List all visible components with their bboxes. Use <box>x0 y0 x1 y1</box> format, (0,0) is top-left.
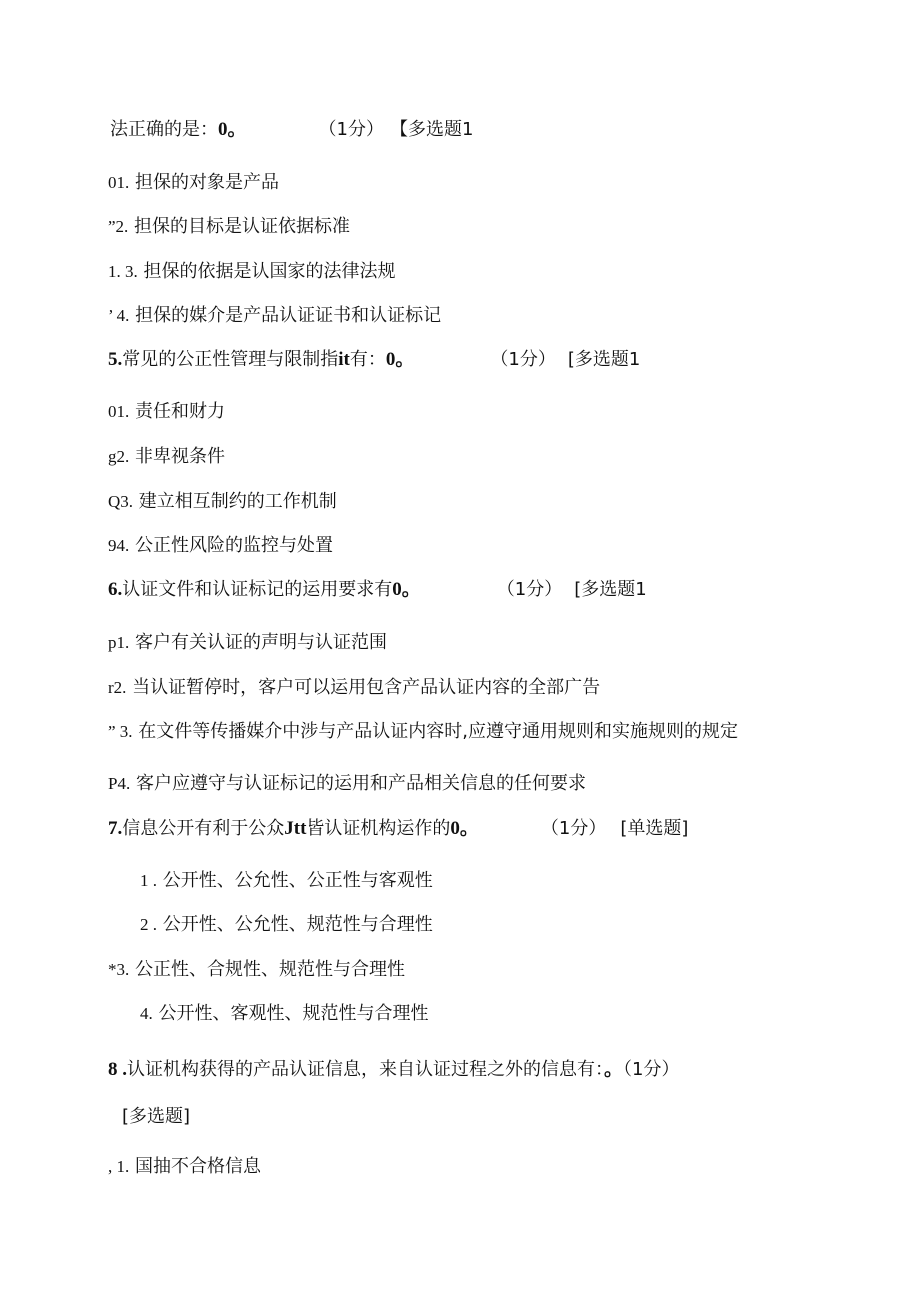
question-number: 5. <box>108 349 123 370</box>
option[interactable] <box>108 676 600 700</box>
answer-blank: 0。 <box>385 349 415 370</box>
question-6-stem <box>108 578 647 602</box>
question-text: 常见的公正性管理与限制指 <box>122 349 339 370</box>
question-text: 认证文件和认证标记的运用要求有 <box>122 579 393 600</box>
option-text: 国抽不合格信息 <box>134 1156 261 1177</box>
option-text: 公正性、合规性、规范性与合理性 <box>134 959 405 980</box>
option-prefix: p1. <box>108 633 130 652</box>
option-prefix: ” 3. <box>108 722 133 741</box>
option-text: 担保的目标是认证依据标准 <box>134 216 351 237</box>
question-type: [单选题] <box>620 818 689 839</box>
option-prefix: 01. <box>108 173 130 192</box>
score: （1分） <box>623 1059 680 1080</box>
option[interactable] <box>108 772 586 796</box>
option[interactable] <box>108 445 225 469</box>
option-text: 建立相互制约的工作机制 <box>138 491 337 512</box>
question-number: 6. <box>108 579 123 600</box>
option[interactable] <box>108 215 350 239</box>
question-number: 8 . <box>108 1059 127 1080</box>
score: （1分） <box>540 818 607 839</box>
question-type: [多选题1 <box>574 579 647 600</box>
question-text-fragment: Jtt <box>284 818 307 839</box>
answer-blank: 。 <box>604 1059 624 1080</box>
option-prefix: 94. <box>108 536 130 555</box>
score: （1分） <box>496 579 563 600</box>
option[interactable] <box>108 304 441 328</box>
option-text: 客户有关认证的声明与认证范围 <box>134 632 387 653</box>
option[interactable] <box>108 400 225 424</box>
question-4-stem <box>110 118 473 142</box>
option-prefix: Q3. <box>108 492 134 511</box>
option-prefix: 01. <box>108 402 130 421</box>
question-text: 皆认证机构运作的 <box>306 818 451 839</box>
question-text: 法正确的是： <box>110 119 218 140</box>
option-text: 在文件等传播媒介中涉与产品认证内容时,应遵守通用规则和实施规则的规定 <box>138 721 738 742</box>
option-prefix: 4. <box>140 1004 153 1023</box>
option[interactable] <box>108 490 337 514</box>
option[interactable] <box>108 534 333 558</box>
option-prefix: g2. <box>108 447 130 466</box>
option[interactable] <box>108 1155 261 1179</box>
score: （1分） <box>318 119 384 140</box>
option-text: 公正性风险的监控与处置 <box>134 535 333 556</box>
question-text-fragment: it <box>338 349 350 370</box>
question-text: 认证机构获得的产品认证信息，来自认证过程之外的信息有： <box>127 1059 604 1080</box>
question-number: 7. <box>108 818 123 839</box>
option-prefix: , 1. <box>108 1157 130 1176</box>
question-text: 信息公开有利于公众 <box>122 818 285 839</box>
option-prefix: r2. <box>108 678 127 697</box>
option-text: 担保的媒介是产品认证证书和认证标记 <box>135 305 442 326</box>
question-8-stem <box>108 1058 679 1082</box>
option-prefix: 1 . <box>140 871 157 890</box>
option-text: 公开性、客观性、规范性与合理性 <box>158 1003 429 1024</box>
question-5-stem <box>108 348 640 372</box>
option[interactable] <box>140 869 433 893</box>
question-type-line <box>122 1105 190 1129</box>
option-prefix: ’ 4. <box>108 306 130 325</box>
option-text: 客户应遵守与认证标记的运用和产品相关信息的任何要求 <box>135 773 586 794</box>
answer-blank: 0。 <box>450 818 479 839</box>
option-prefix: 1. 3. <box>108 262 138 281</box>
option[interactable] <box>108 720 738 744</box>
question-7-stem <box>108 817 688 841</box>
option-prefix: 2 . <box>140 915 157 934</box>
option[interactable] <box>140 913 433 937</box>
question-type: [多选题] <box>122 1106 191 1127</box>
score: （1分） <box>490 349 556 370</box>
question-type: [多选题1 <box>567 349 641 370</box>
option-text: 当认证暂停时，客户可以运用包含产品认证内容的全部广告 <box>132 677 601 698</box>
option-text: 责任和财力 <box>134 401 225 422</box>
answer-blank: 0。 <box>392 579 421 600</box>
option-text: 非卑视条件 <box>134 446 225 467</box>
option-prefix: *3. <box>108 960 130 979</box>
option[interactable] <box>108 958 405 982</box>
option-prefix: ”2. <box>108 217 129 236</box>
option-text: 公开性、公允性、公正性与客观性 <box>162 870 433 891</box>
option[interactable] <box>140 1002 428 1026</box>
option-text: 担保的对象是产品 <box>134 172 279 193</box>
option-prefix: P4. <box>108 774 131 793</box>
answer-blank: 0。 <box>218 119 247 140</box>
option[interactable] <box>108 171 279 195</box>
option-text: 公开性、公允性、规范性与合理性 <box>162 914 433 935</box>
question-type: 【多选题1 <box>389 119 474 140</box>
option[interactable] <box>108 631 387 655</box>
option-text: 担保的依据是认国家的法律法规 <box>143 261 396 282</box>
question-text: 有： <box>349 349 386 370</box>
option[interactable] <box>108 260 395 284</box>
